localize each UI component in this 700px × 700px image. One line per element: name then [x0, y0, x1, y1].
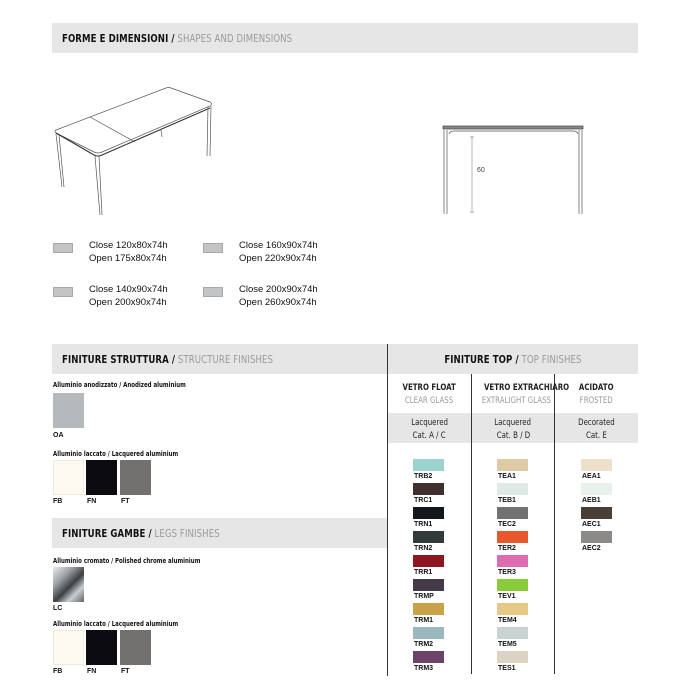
structure-title-it: FINITURE STRUTTURA /	[62, 352, 176, 366]
size-swatch	[53, 287, 73, 297]
top-code: AEB1	[582, 497, 601, 504]
shapes-title-it: FORME E DIMENSIONI /	[62, 31, 175, 45]
size-close: Close 140x90x74h	[89, 284, 168, 295]
size-option	[53, 284, 168, 309]
legs-lacquered-label-text: Alluminio laccato / Lacquered aluminium	[53, 620, 179, 628]
glass-type-it: ACIDATO	[579, 383, 614, 393]
size-swatch	[53, 243, 73, 253]
size-option	[203, 284, 318, 309]
legs-header	[52, 518, 387, 548]
top-header	[388, 344, 638, 374]
top-code: TEC2	[498, 521, 516, 528]
category-type: Lacquered	[411, 418, 448, 428]
category-type: Decorated	[578, 418, 615, 428]
top-code: AEC2	[582, 545, 601, 552]
top-swatch-ter3[interactable]	[497, 555, 528, 567]
size-swatch	[203, 287, 223, 297]
height-dimension-label: 60	[477, 167, 485, 174]
top-swatch-aec2[interactable]	[581, 531, 612, 543]
top-code: AEC1	[582, 521, 601, 528]
top-code: TER3	[498, 569, 516, 576]
top-swatch-trn1[interactable]	[413, 507, 444, 519]
anodized-label	[53, 381, 223, 389]
finish-code: FN	[87, 498, 97, 505]
chrome-label-text: Alluminio cromato / Polished chrome aluminium	[53, 557, 201, 565]
top-column-head	[555, 381, 638, 407]
glass-type-en: CLEAR GLASS	[405, 396, 454, 406]
finish-swatch-lc[interactable]	[53, 567, 84, 602]
finish-code: OA	[53, 432, 64, 439]
top-swatch-teb1[interactable]	[497, 483, 528, 495]
category-code: Cat. A / C	[413, 431, 446, 441]
top-swatch-trc1[interactable]	[413, 483, 444, 495]
size-open: Open 220x90x74h	[239, 252, 317, 264]
top-title-it: FINITURE TOP /	[444, 352, 519, 366]
legs-lacquered-label	[53, 620, 213, 628]
glass-type-it: VETRO FLOAT	[402, 383, 457, 393]
top-swatch-trb2[interactable]	[413, 459, 444, 471]
top-swatch-aec1[interactable]	[581, 507, 612, 519]
table-perspective-drawing	[50, 80, 230, 230]
top-swatch-trr1[interactable]	[413, 555, 444, 567]
finish-code: FB	[53, 498, 63, 505]
top-swatch-tev1[interactable]	[497, 579, 528, 591]
top-code: TRC1	[414, 497, 433, 504]
top-swatch-aeb1[interactable]	[581, 483, 612, 495]
structure-title-en: STRUCTURE FINISHES	[177, 352, 274, 366]
structure-header	[52, 344, 387, 374]
anodized-label-text: Alluminio anodizzato / Anodized aluminium	[53, 381, 186, 389]
top-swatch-aea1[interactable]	[581, 459, 612, 471]
top-code: TRMP	[414, 593, 434, 600]
finish-swatch-fb[interactable]	[53, 460, 84, 495]
top-swatch-trm1[interactable]	[413, 603, 444, 615]
category-label	[555, 416, 638, 442]
top-swatch-tea1[interactable]	[497, 459, 528, 471]
size-close: Close 160x90x74h	[239, 240, 318, 251]
chrome-label	[53, 557, 242, 565]
glass-type-it: VETRO EXTRACHIARO	[484, 383, 570, 393]
lacquered-label-text: Alluminio laccato / Lacquered aluminium	[53, 450, 179, 458]
finish-swatch-ft[interactable]	[120, 460, 151, 495]
finish-swatch-fb[interactable]	[53, 630, 84, 665]
size-swatch	[203, 243, 223, 253]
glass-type-en: EXTRALIGHT GLASS	[481, 396, 552, 406]
shapes-title-en: SHAPES AND DIMENSIONS	[177, 31, 293, 45]
finish-code: FT	[121, 498, 130, 505]
top-code: TRN2	[414, 545, 433, 552]
top-code: TRN1	[414, 521, 433, 528]
size-option	[53, 240, 168, 265]
top-code: TRR1	[414, 569, 433, 576]
finish-code: FT	[121, 668, 130, 675]
top-swatch-trm3[interactable]	[413, 651, 444, 663]
top-swatch-tem4[interactable]	[497, 603, 528, 615]
top-code: TRM2	[414, 641, 434, 648]
top-code: TRB2	[414, 473, 433, 480]
top-code: TER2	[498, 545, 516, 552]
category-code: Cat. E	[586, 431, 607, 441]
top-column-head	[388, 381, 471, 407]
top-swatch-tes1[interactable]	[497, 651, 528, 663]
top-swatch-tec2[interactable]	[497, 507, 528, 519]
category-code: Cat. B / D	[496, 431, 530, 441]
legs-title-en: LEGS FINISHES	[154, 526, 220, 540]
top-code: TEB1	[498, 497, 516, 504]
finish-swatch-ft[interactable]	[120, 630, 151, 665]
lacquered-label	[53, 450, 213, 458]
size-open: Open 200x90x74h	[89, 296, 167, 308]
top-code: TEV1	[498, 593, 516, 600]
category-label	[472, 416, 554, 442]
top-swatch-ter2[interactable]	[497, 531, 528, 543]
size-close: Close 200x90x74h	[239, 284, 318, 295]
top-swatch-trm2[interactable]	[413, 627, 444, 639]
size-open: Open 175x80x74h	[89, 252, 167, 264]
top-code: TRM3	[414, 665, 434, 672]
category-label	[388, 416, 471, 442]
finish-code: LC	[53, 605, 63, 612]
size-close: Close 120x80x74h	[89, 240, 168, 251]
top-code: TEM4	[498, 617, 517, 624]
finish-code: FB	[53, 668, 63, 675]
top-column-head	[472, 381, 570, 407]
table-front-drawing	[440, 122, 590, 217]
top-code: TEA1	[498, 473, 516, 480]
category-type: Lacquered	[494, 418, 532, 428]
legs-title-it: FINITURE GAMBE /	[62, 526, 152, 540]
top-code: AEA1	[582, 473, 601, 480]
finish-code: FN	[87, 668, 97, 675]
finish-swatch-oa[interactable]	[53, 393, 84, 428]
finish-swatch-fn[interactable]	[86, 460, 117, 495]
top-code: TES1	[498, 665, 516, 672]
top-swatch-tem5[interactable]	[497, 627, 528, 639]
glass-type-en: FROSTED	[579, 396, 614, 406]
size-option	[203, 240, 318, 265]
finish-swatch-fn[interactable]	[86, 630, 117, 665]
top-swatch-trmp[interactable]	[413, 579, 444, 591]
top-swatch-trn2[interactable]	[413, 531, 444, 543]
size-open: Open 260x90x74h	[239, 296, 317, 308]
top-code: TRM1	[414, 617, 434, 624]
shapes-header	[52, 23, 638, 53]
top-title-en: TOP FINISHES	[521, 352, 582, 366]
top-code: TEM5	[498, 641, 517, 648]
